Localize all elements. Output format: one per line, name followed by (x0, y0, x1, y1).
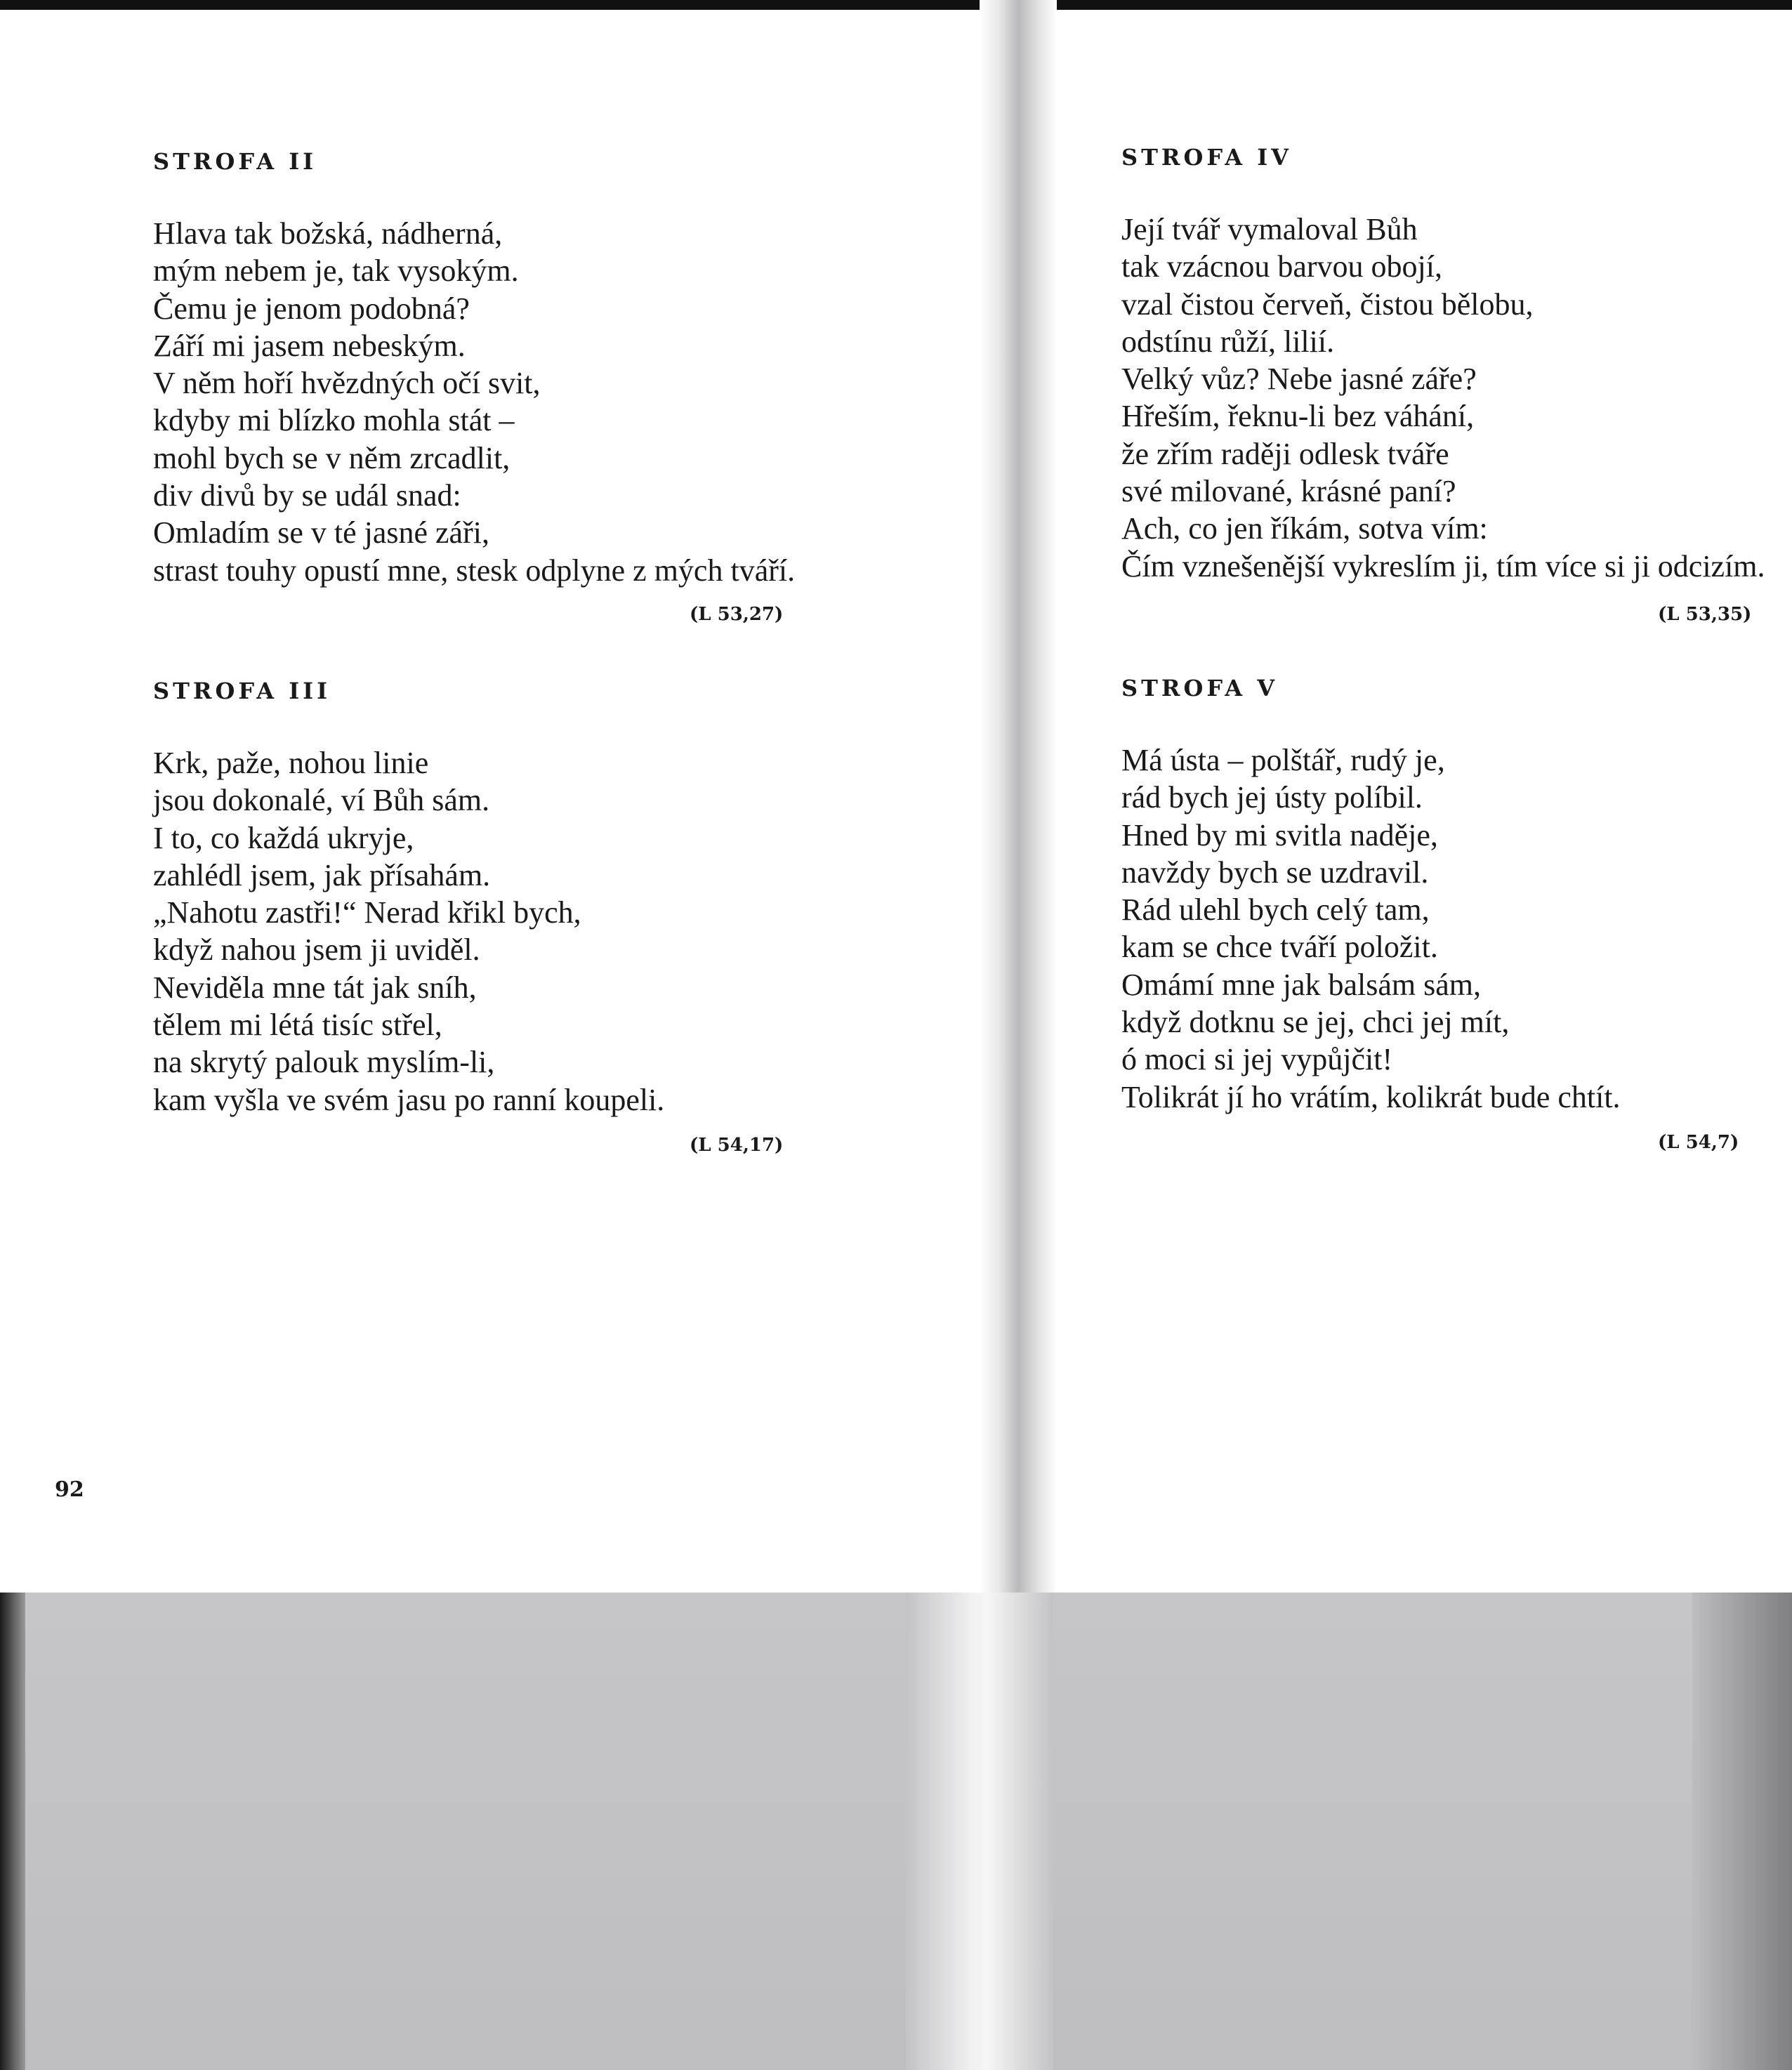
strofa-heading: STROFA II (153, 148, 317, 175)
verse-line: když nahou jsem ji uviděl. (153, 932, 480, 968)
scan-top-edge (0, 0, 1792, 10)
verse-line: kam vyšla ve svém jasu po ranní koupeli. (153, 1082, 665, 1117)
strofa-iv (1121, 143, 1765, 585)
verse-line: Krk, paže, nohou linie (153, 746, 429, 780)
verse-line: Čím vznešenější vykreslím ji, tím více si ji odcizím. (1121, 548, 1765, 584)
verse-line: vzal čistou červeň, čistou bělobu, (1121, 286, 1534, 322)
verse-lines (153, 744, 664, 1119)
verse-line: rád bych jej ústy políbil. (1121, 780, 1423, 815)
verse-line: tak vzácnou barvou obojí, (1121, 249, 1442, 284)
strofa-iii (153, 677, 664, 1119)
verse-line: mým nebem je, tak vysokým. (153, 253, 519, 289)
verse-line: Čemu je jenom podobná? (153, 291, 470, 326)
scanner-gutter-shadow (906, 1593, 1053, 2070)
scanner-background (0, 1593, 1792, 2070)
verse-line: Omámí mne jak balsám sám, (1121, 967, 1481, 1002)
verse-line: Neviděla mne tát jak sníh, (153, 970, 477, 1005)
verse-line: Omladím se v té jasné záři, (153, 515, 489, 551)
verse-line: Tolikrát jí ho vrátím, kolikrát bude chtít. (1121, 1079, 1621, 1114)
verse-line: Má ústa – polštář, rudý je, (1121, 743, 1445, 777)
verse-line: tělem mi létá tisíc střel, (153, 1008, 442, 1043)
verse-line: mohl bych se v něm zrcadlit, (153, 440, 510, 475)
verse-line: odstínu růží, lilií. (1121, 324, 1335, 359)
verse-line: V něm hoří hvězdných očí svit, (153, 366, 541, 401)
verse-line: své milované, krásné paní? (1121, 474, 1456, 509)
verse-line: Její tvář vymaloval Bůh (1121, 212, 1418, 246)
scanner-left-edge (0, 1593, 25, 2070)
verse-line: „Nahotu zastři!“ Nerad křikl bych, (153, 895, 581, 930)
page-number: 92 (55, 1477, 84, 1502)
verse-line: Rád ulehl bych celý tam, (1121, 892, 1430, 928)
verse-line: Hřeším, řeknu-li bez váhání, (1121, 399, 1475, 434)
line-reference: (L 53,27) (690, 604, 784, 625)
verse-line: Hned by mi svitla naděje, (1121, 817, 1438, 852)
verse-line: Ach, co jen říkám, sotva vím: (1121, 511, 1488, 546)
verse-line: zahlédl jsem, jak přísahám. (153, 857, 491, 892)
line-reference: (L 54,17) (690, 1135, 784, 1156)
verse-lines (1121, 741, 1621, 1116)
verse-line: na skrytý palouk myslím-li, (153, 1045, 495, 1080)
scanner-right-edge (1692, 1593, 1792, 2070)
verse-line: ó moci si jej vypůjčit! (1121, 1042, 1393, 1077)
line-reference: (L 54,7) (1658, 1132, 1739, 1153)
strofa-heading: STROFA III (153, 678, 331, 704)
verse-line: Září mi jasem nebeským. (153, 328, 466, 363)
line-reference: (L 53,35) (1658, 604, 1752, 625)
verse-line: že zřím raději odlesk tváře (1121, 436, 1449, 471)
strofa-v (1121, 674, 1621, 1116)
strofa-ii (153, 147, 795, 589)
verse-line: kam se chce tváří položit. (1121, 930, 1438, 965)
verse-line: když dotknu se jej, chci jej mít, (1121, 1005, 1510, 1040)
verse-line: Hlava tak božská, nádherná, (153, 216, 503, 251)
verse-line: kdyby mi blízko mohla stát – (153, 403, 515, 438)
verse-line: jsou dokonalé, ví Bůh sám. (153, 783, 490, 818)
verse-line: div divů by se udál snad: (153, 478, 461, 513)
verse-line: strast touhy opustí mne, stesk odplyne z mých tváří. (153, 553, 796, 588)
strofa-heading: STROFA IV (1121, 144, 1292, 171)
verse-line: I to, co každá ukryje, (153, 820, 414, 855)
verse-line: navždy bych se uzdravil. (1121, 855, 1429, 890)
verse-lines (153, 215, 795, 589)
verse-line: Velký vůz? Nebe jasné záře? (1121, 362, 1477, 397)
strofa-heading: STROFA V (1121, 675, 1279, 701)
verse-lines (1121, 211, 1765, 585)
